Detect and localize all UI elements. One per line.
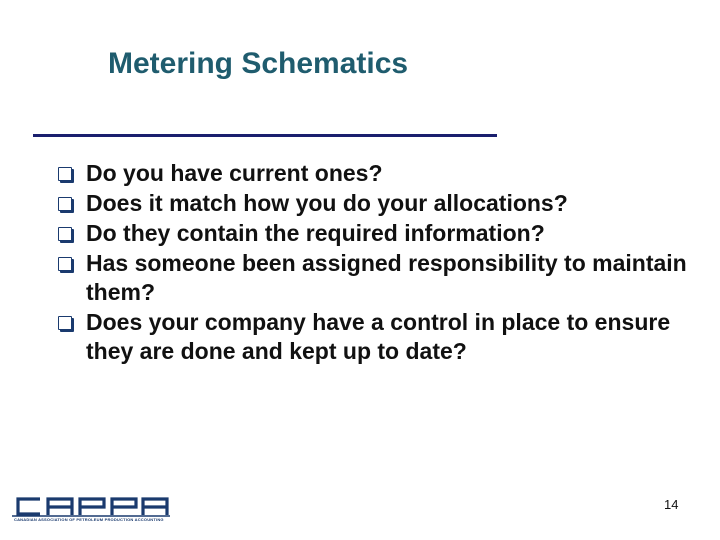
bullet-list: [58, 159, 708, 367]
checkbox-bullet-icon: [58, 227, 72, 241]
checkbox-bullet-icon: [58, 197, 72, 211]
bullet-item: [58, 219, 708, 248]
slide-title: Metering Schematics: [108, 47, 409, 80]
logo-caption: CANADIAN ASSOCIATION OF PETROLEUM PRODUCTION ACCOUNTING: [14, 517, 164, 522]
bullet-text: Has someone been assigned responsibility to maintain them?: [86, 250, 687, 305]
page-number: 14: [664, 497, 679, 512]
bullet-text: Does your company have a control in place to ensure they are done and kept up to date?: [86, 309, 671, 364]
title-divider: [33, 134, 497, 137]
bullet-text: Do you have current ones?: [86, 160, 383, 186]
cappa-logo-icon: [10, 494, 175, 518]
checkbox-bullet-icon: [58, 167, 72, 181]
bullet-item: [58, 249, 708, 307]
bullet-item: [58, 308, 708, 366]
bullet-item: [58, 189, 708, 218]
checkbox-bullet-icon: [58, 316, 72, 330]
bullet-item: [58, 159, 708, 188]
bullet-text: Do they contain the required information?: [86, 220, 545, 246]
checkbox-bullet-icon: [58, 257, 72, 271]
cappa-logo: [10, 494, 175, 528]
bullet-text: Does it match how you do your allocations?: [86, 190, 568, 216]
